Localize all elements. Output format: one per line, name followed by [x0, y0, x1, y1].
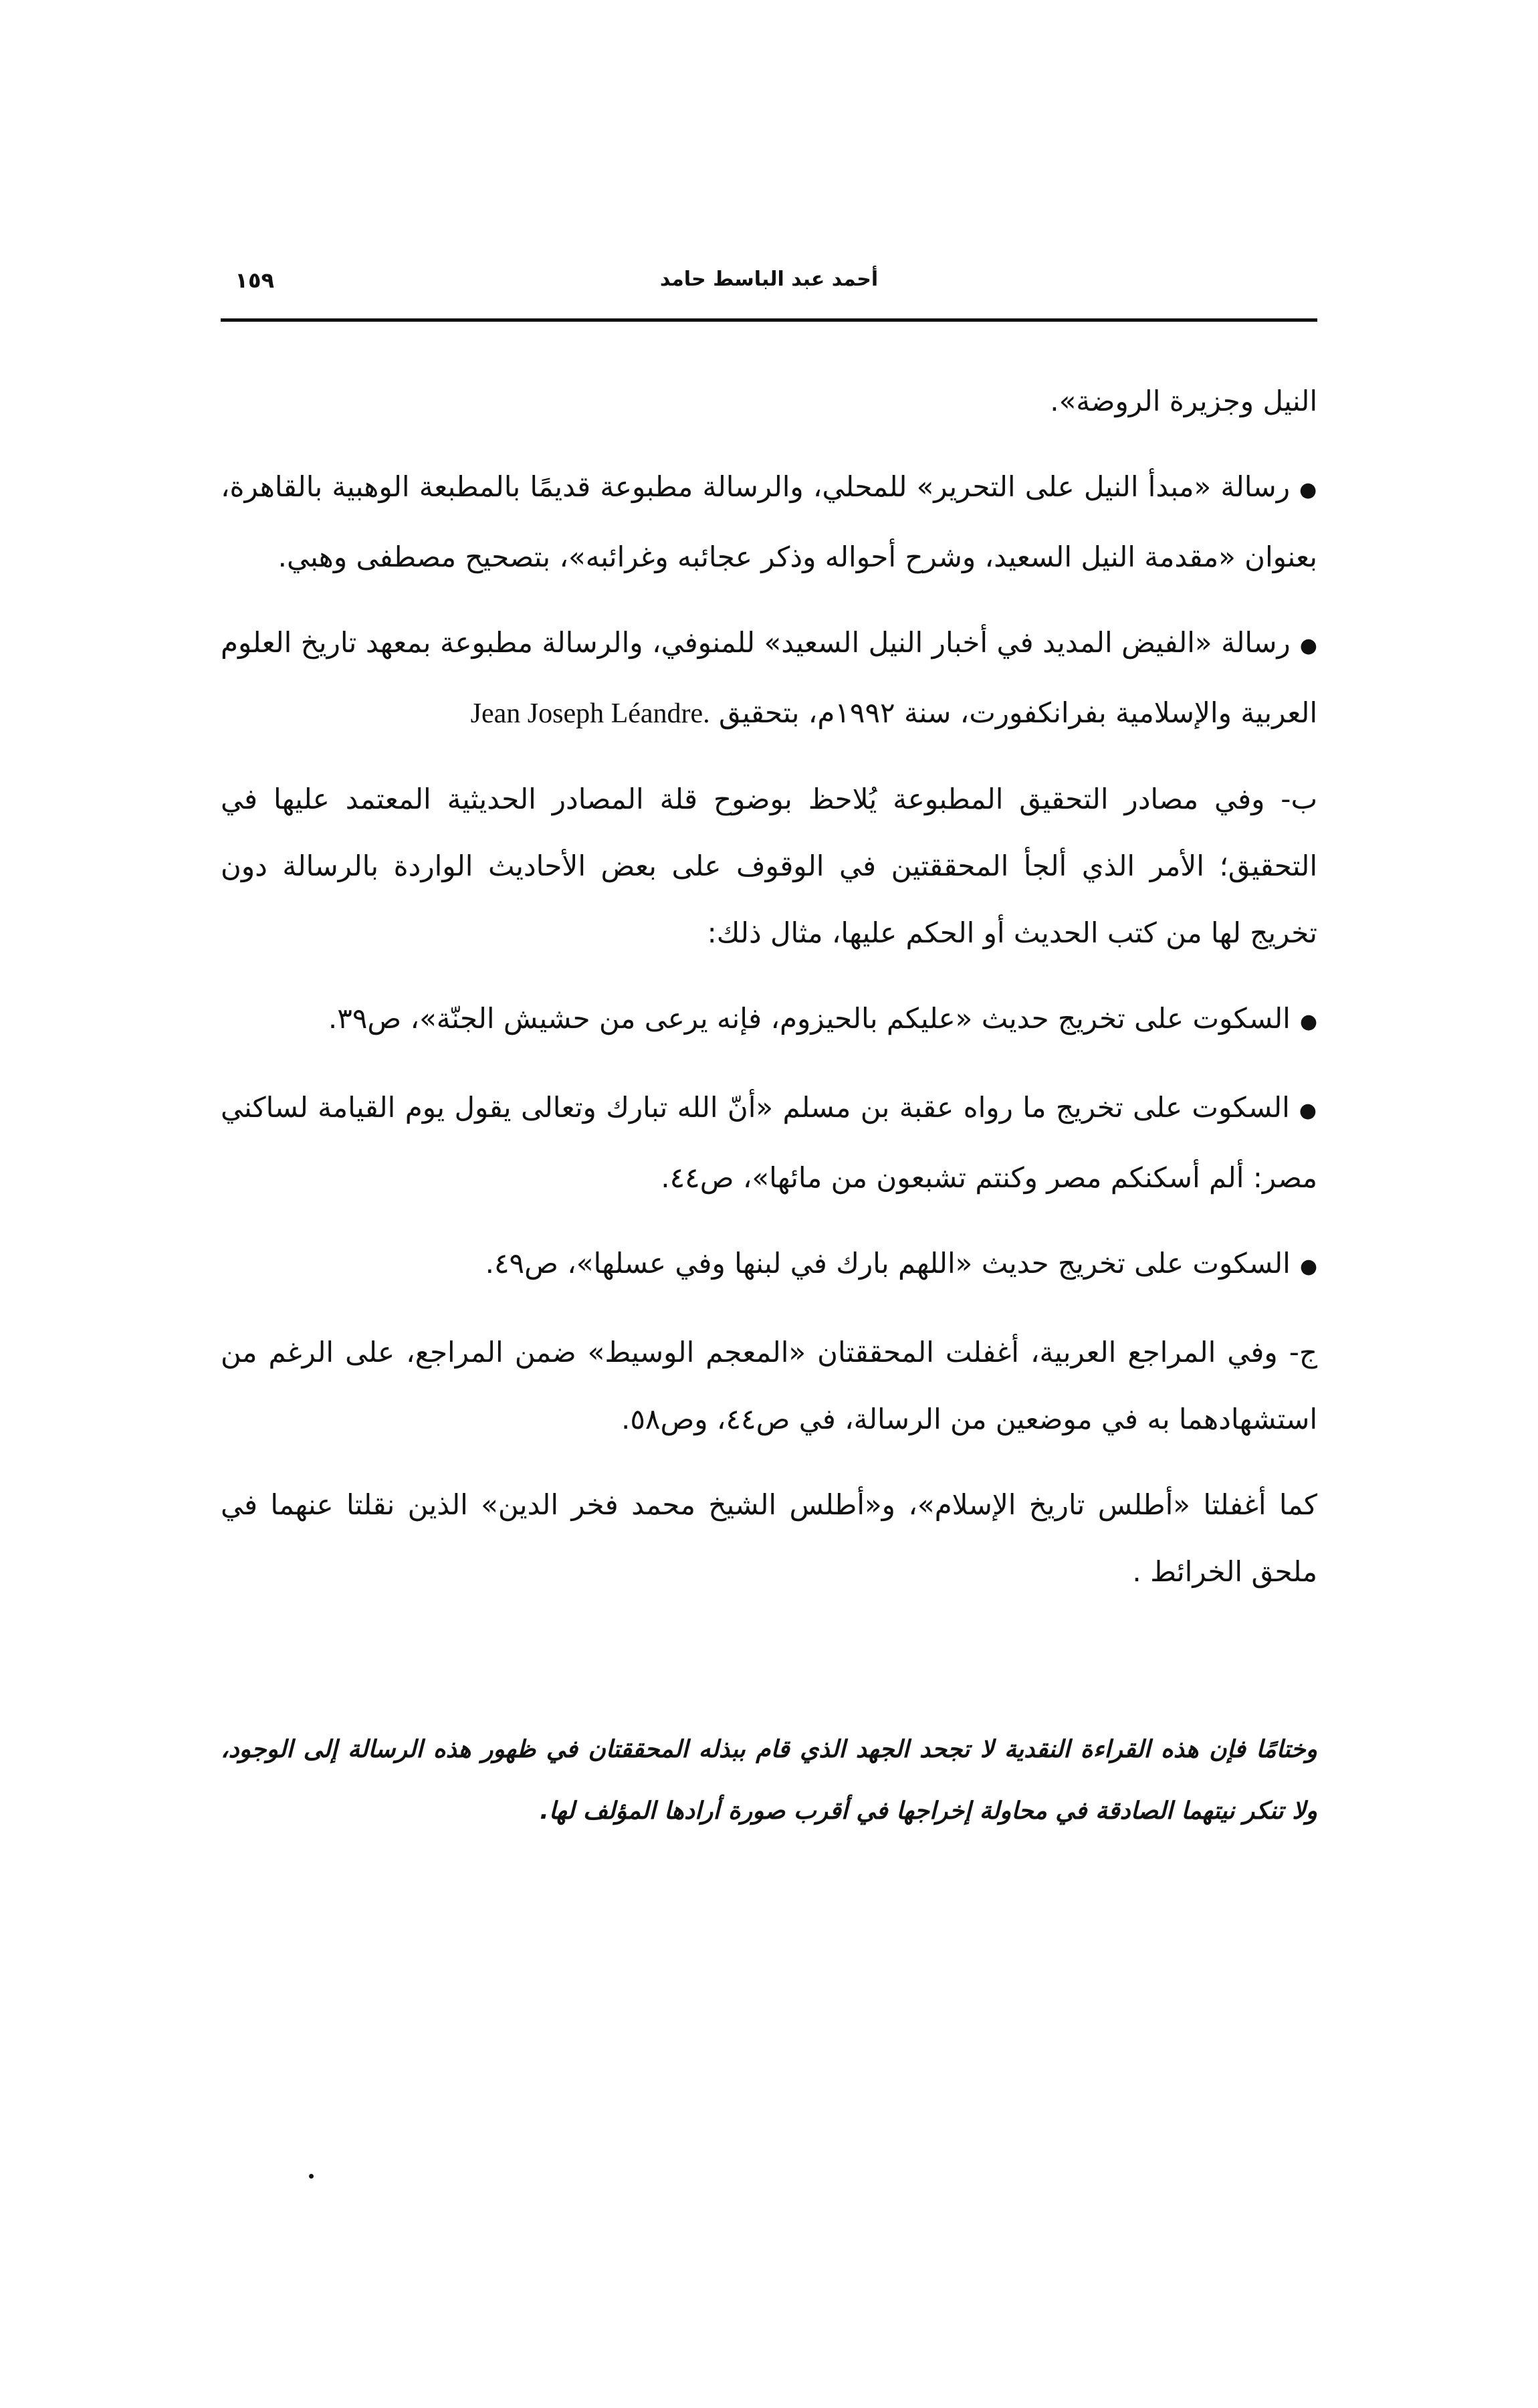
header-author: أحمد عبد الباسط حامد: [659, 268, 879, 291]
scan-speck: [309, 2174, 314, 2179]
paragraph-hadith-sources: ب- وفي مصادر التحقيق المطبوعة يُلاحظ بوضوح قلة المصادر الحديثية المعتمد عليها في التحقيق؛ الأمر الذي ألجأ المحققتين في الوقوف على بعض الأحاديث الواردة بالرسالة دون تخريج لها من كتب الحديث أو الحكم عليها، مثال ذلك:: [221, 783, 1317, 949]
bullet-al-fayd-al-madid: [221, 609, 1317, 747]
paragraph-arabic-references: ج- وفي المراجع العربية، أغفلت المحققتان «المعجم الوسيط» ضمن المراجع، على الرغم من استشهادهما به في موضعين من الرسالة، في ص٤٤، وص٥٨.: [221, 1336, 1317, 1435]
conclusion-paragraph: وختامًا فإن هذه القراءة النقدية لا تجحد الجهد الذي قام ببذله المحققتان في ظهور هذه الرسالة إلى الوجود، ولا تنكر نيتهما الصادقة في محاولة إخراجها في أقرب صورة أرادها المؤلف لها.: [221, 1736, 1317, 1825]
bullet-allahumma: ● السكوت على تخريج حديث «اللهم بارك في لبنها وفي عسلها»، ص٤٩.: [221, 1230, 1317, 1300]
body-text: [221, 368, 1317, 1624]
paragraph-continuation: النيل وجزيرة الروضة».: [1050, 385, 1317, 417]
running-header: [221, 268, 1317, 308]
bullet-mabda-al-nil: ● رسالة «مبدأ النيل على التحرير» للمحلي، والرسالة مطبوعة قديمًا بالمطبعة الوهبية بالقاهرة، بعنوان «مقدمة النيل السعيد، وشرح أحواله وذكر عجائبه وغرائبه»، بتصحيح مصطفى وهبي.: [221, 454, 1317, 591]
paragraph-atlases: كما أغفلتا «أطلس تاريخ الإسلام»، و«أطلس الشيخ محمد فخر الدين» الذين نقلتا عنهما في ملحق الخرائط .: [221, 1488, 1317, 1588]
bullet-hayzum: ● السكوت على تخريج حديث «عليكم بالحيزوم، فإنه يرعى من حشيش الجنّة»، ص٣٩.: [221, 985, 1317, 1056]
editor-name-latin: Jean Joseph Léandre.: [470, 698, 710, 729]
header-rule: [221, 318, 1317, 322]
bullet-text: ● رسالة «الفيض المديد في أخبار النيل السعيد» للمنوفي، والرسالة مطبوعة بمعهد تاريخ العلوم العربية والإسلامية بفرانكفورت، سنة ١٩٩٢م، بتحقيق: [221, 626, 1317, 729]
page-number: ١٥٩: [235, 268, 274, 293]
bullet-uqba: ● السكوت على تخريج ما رواه عقبة بن مسلم «أنّ الله تبارك وتعالى يقول يوم القيامة لساكني مصر: ألم أسكنكم مصر وكنتم تشبعون من مائها»، ص٤٤.: [221, 1074, 1317, 1211]
